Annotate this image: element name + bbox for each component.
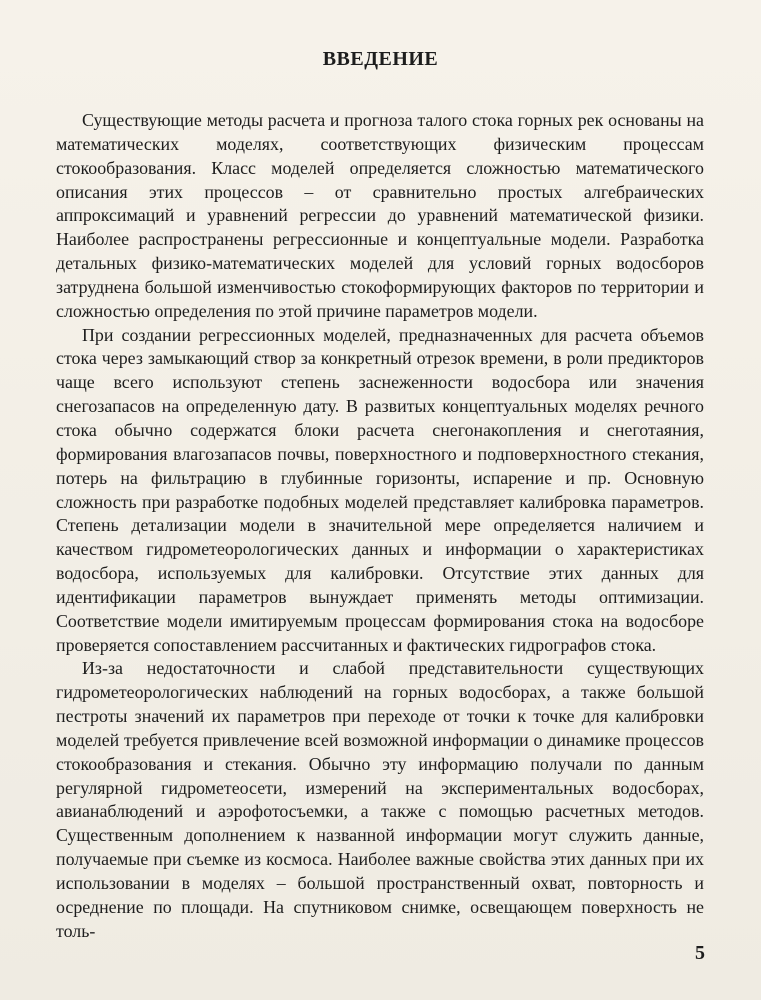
chapter-title: ВВЕДЕНИЕ [322,48,439,70]
paragraph-2: При создании регрессионных моделей, предназначенных для расчета объемов стока через замыкающий створ за конкретный отрезок времени, в роли предикторов чаще всего используют степень заснеженности водосбора или значения снегозапасов на определенную дату. В развитых концептуальных моделях речного стока обычно содержатся блоки расчета снегонакопления и снеготаяния, формирования влагозапасов почвы, поверхностного и подповерхностного стекания, потерь на фильтрацию в глубинные горизонты, испарение и пр. Основную сложность при разработке подобных моделей представляет калибровка параметров. Степень детализации модели в значительной мере определяется наличием и качеством гидрометеорологических данных и информации о характеристиках водосбора, используемых для калибровки. Отсутствие этих данных для идентификации параметров вынуждает применять методы оптимизации. Соответствие модели имитируемым процессам формирования стока на водосборе проверяется сопоставлением рассчитанных и фактических гидрографов стока. [56,324,704,655]
page-number: 5 [695,942,705,964]
paragraph-1: Существующие методы расчета и прогноза талого стока горных рек основаны на математических моделях, соответствующих физическим процессам стокообразования. Класс моделей определяется сложностью математического описания этих процессов – от сравнительно простых алгебраических аппроксимаций и уравнений регрессии до уравнений математической физики. Наиболее распространены регрессионные и концептуальные модели. Разработка детальных физико-математических моделей для условий горных водосборов затруднена большой изменчивостью стокоформирующих факторов по территории и сложностью определения по этой причине параметров модели. [56,110,704,321]
document-body [56,109,704,944]
paragraph-3: Из-за недостаточности и слабой представительности существующих гидрометеорологических наблюдений на горных водосборах, а также большой пестроты значений их параметров при переходе от точки к точке для калибровки моделей требуется привлечение всей возможной информации о динамике процессов стокообразования и стекания. Обычно эту информацию получали по данным регулярной гидрометеосети, измерений на экспериментальных водосборах, авианаблюдений и аэрофотосъемки, а также с помощью расчетных методов. Существенным дополнением к названной информации могут служить данные, получаемые при съемке из космоса. Наиболее важные свойства этих данных при их использовании в моделях – большой пространственный охват, повторность и осреднение по площади. На спутниковом снимке, освещающем поверхность не толь- [56,658,704,941]
